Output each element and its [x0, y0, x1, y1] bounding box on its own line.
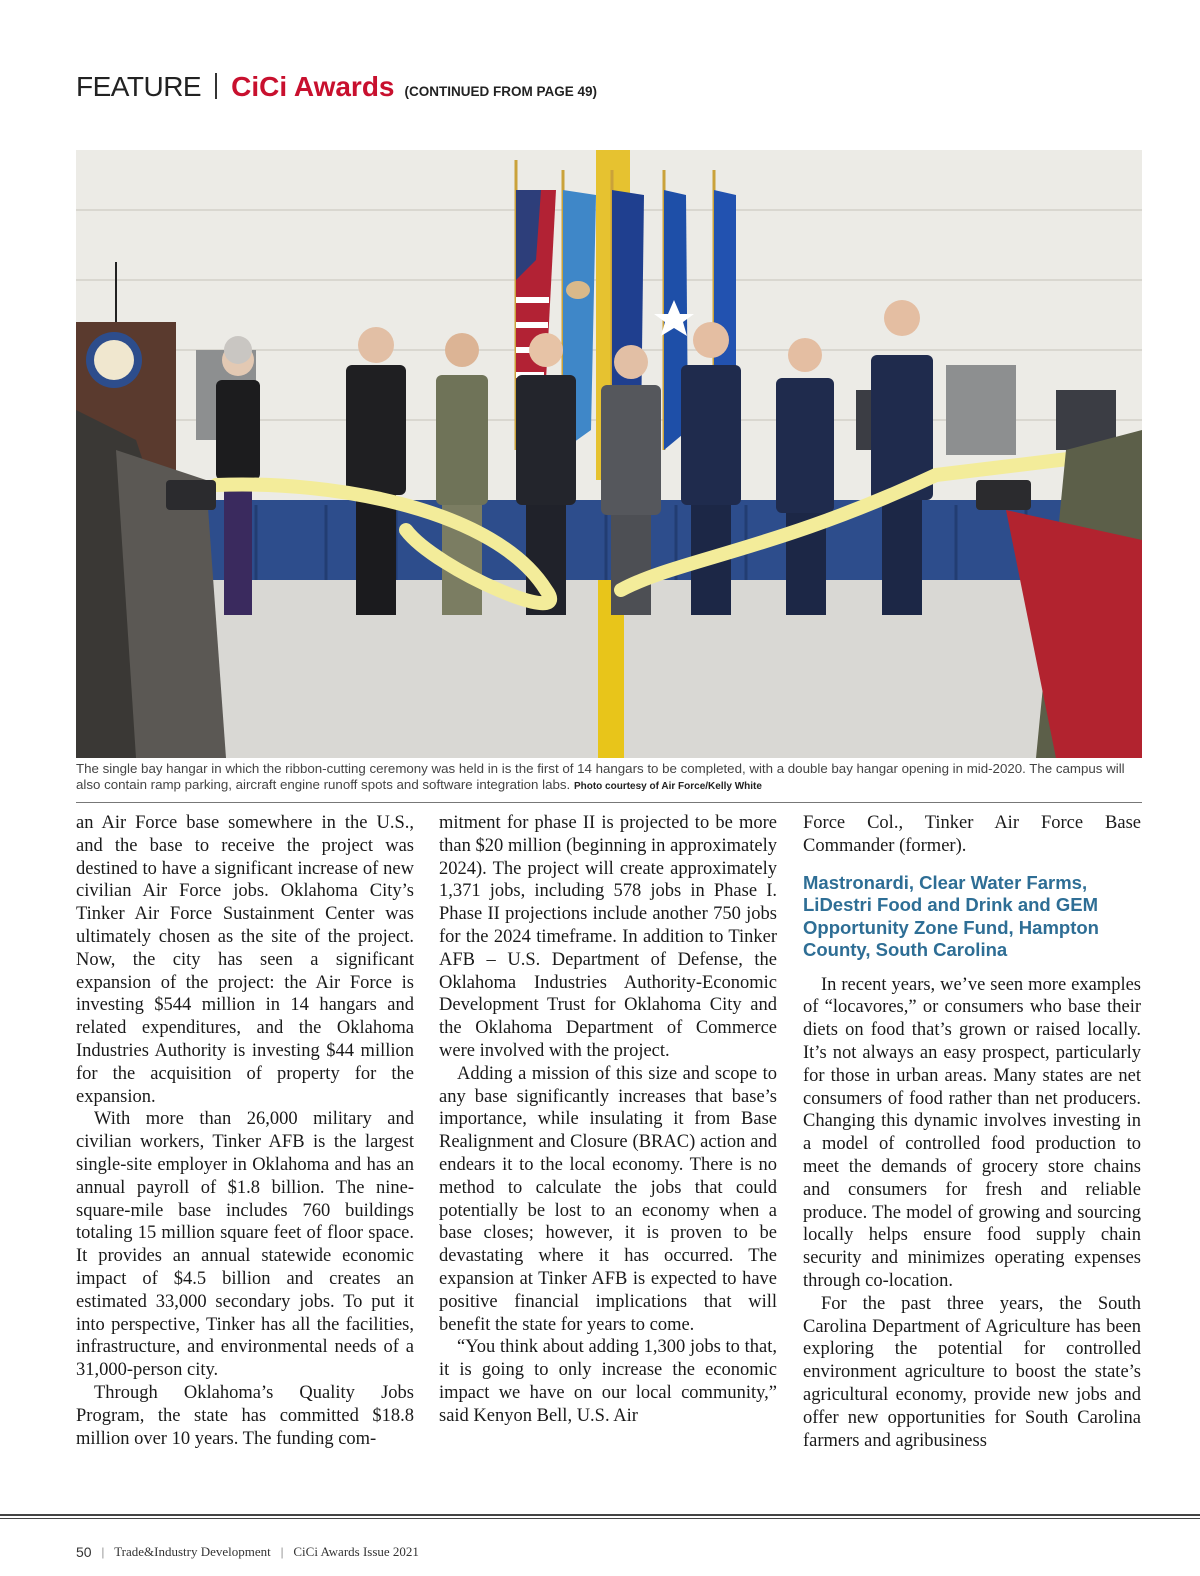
footer-separator: |: [101, 1544, 105, 1559]
caption-text: The single bay hangar in which the ribbon-cutting ceremony was held in is the first of 14 hangars to be completed, with a double bay hangar opening in mid-2020. The campus will also contain ramp parking, aircraft engine runoff spots and software integration labs.: [76, 761, 1125, 792]
paragraph: “You think about adding 1,300 jobs to that, it is going to only increase the economic impact we have on our local community,” said Kenyon Bell, U.S. Air: [439, 1337, 777, 1426]
paragraph: an Air Force base somewhere in the U.S., and the base to receive the project was destined to have a significant increase of new civilian Air Force jobs. Oklahoma City’s Tinker Air Force Sustainment Center was ultimately chosen as the site of the project. Now, the city has seen a significant expansion of the project: the Air Force is investing $544 million in 14 hangars and related expenditures, and the Oklahoma Industries Authority is investing $44 million for the acquisition of property for the expansion.: [76, 813, 414, 1107]
footer-rule-thin: [0, 1518, 1200, 1519]
ceremony-photo: [76, 150, 1142, 758]
photo-caption: [76, 761, 1142, 795]
paragraph: Adding a mission of this size and scope to any base significantly increases that base’s importance, while insulating it from Base Realignment and Closure (BRAC) action and endears it to the local economy. There is no method to calculate the jobs that could potentially be lost to an economy when a base closes; however, it is proven to be devastating where it has occurred. The expansion at Tinker AFB is expected to have positive financial implications that will benefit the state for years to come.: [439, 1063, 777, 1335]
paragraph: Through Oklahoma’s Quality Jobs Program, the state has committed $18.8 million over 10 years. The funding com-: [76, 1382, 414, 1449]
page-footer: [76, 1544, 419, 1560]
paragraph: mitment for phase II is projected to be more than $20 million (beginning in approximately 2024). The project will create approximately 1,371 jobs, including 578 jobs in Phase I. Phase II projections include another 750 jobs for the 2024 timeframe. In addition to Tinker AFB – U.S. Department of Defense, the Oklahoma Industries Authority-Economic Development Trust for Oklahoma City and the Oklahoma Department of Commerce were involved with the project.: [439, 813, 777, 1061]
paragraph: For the past three years, the South Carolina Department of Agriculture has been exploring the potential for controlled environment agriculture to boost the state’s agricultural economy, provide new jobs and offer new opportunities for South Carolina farmers and agribusiness: [803, 1293, 1141, 1451]
continued-note: (CONTINUED FROM PAGE 49): [404, 84, 598, 99]
footer-separator: |: [280, 1544, 284, 1559]
footer-rule: [0, 1514, 1200, 1516]
header-divider: [215, 73, 217, 99]
paragraph: In recent years, we’ve seen more examples of “locavores,” or consumers who base their diets on food that’s grown or raised locally. It’s not always an easy prospect, particularly for those in urban areas. Many states are net consumers of food rather than net producers. Changing this dynamic involves investing in a model of controlled food production to meet the demands of grocery store chains and consumers for fresh and reliable produce. The model of growing and sourcing locally helps ensure food supply chain security and minimizes operating expenses through co-location.: [803, 974, 1141, 1291]
caption-divider: [76, 802, 1142, 803]
article-column-2: [439, 812, 777, 1428]
paragraph: Force Col., Tinker Air Force Base Commander (former).: [803, 813, 1141, 856]
article-column-1: [76, 812, 414, 1450]
ribbon-cutting-illustration: [76, 150, 1142, 758]
photo-credit: Photo courtesy of Air Force/Kelly White: [573, 781, 762, 792]
section-subhead: Mastronardi, Clear Water Farms, LiDestri Food and Drink and GEM Opportunity Zone Fund, Hampton County, South Carolina: [803, 871, 1099, 961]
paragraph: With more than 26,000 military and civilian workers, Tinker AFB is the largest single-site employer in Oklahoma and has an annual payroll of $1.8 billion. The nine-square-mile base includes 760 buildings totaling 15 million square feet of floor space. It provides an annual statewide economic impact of $4.5 billion and creates an estimated 33,000 secondary jobs. To put it into perspective, Tinker has all the facilities, infrastructure, and environmental needs of a 31,000-person city.: [76, 1109, 414, 1381]
article-column-3: [803, 812, 1141, 1452]
page-header: [76, 70, 597, 110]
issue-name: CiCi Awards Issue 2021: [293, 1544, 419, 1559]
section-title: CiCi Awards: [231, 71, 395, 102]
publication-name: Trade&Industry Development: [114, 1544, 271, 1559]
section-kicker: FEATURE: [76, 71, 202, 102]
page-number: 50: [76, 1544, 92, 1560]
